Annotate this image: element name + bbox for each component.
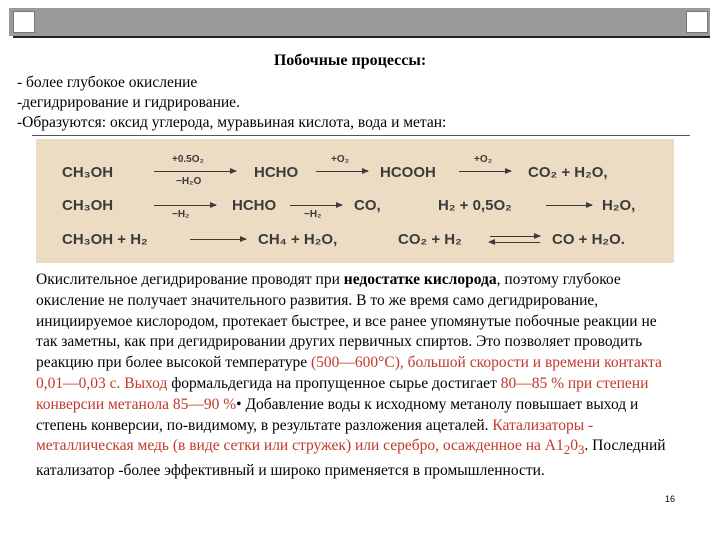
- text-run: • Добавление воды к исходному метанолу повышает выход и степень конверсии, по-видимому, в результате разложения ацеталей.: [36, 395, 639, 434]
- equilibrium-arrow-reverse: [490, 242, 540, 243]
- reactant: H₂ + 0,5O₂: [438, 197, 512, 214]
- text-run-highlight: 0,01—0,03 с. Выход: [36, 374, 168, 392]
- reactant: CH₃OH: [62, 197, 114, 214]
- reaction-arrow: [316, 171, 368, 172]
- reactant: CH₃OH: [62, 164, 114, 181]
- corner-square-left: [13, 11, 35, 33]
- product: HCHO: [232, 197, 277, 214]
- reaction-arrow: [154, 205, 216, 206]
- reaction-scheme-image: [36, 139, 674, 263]
- text-run-highlight: 0: [570, 437, 578, 455]
- equilibrium-arrowhead: [488, 239, 495, 245]
- text-run: формальдегида на пропущенное сырье достигает: [167, 374, 501, 392]
- text-run: . Последний катализатор -более эффективный и широко применяется в промышленности.: [36, 437, 666, 480]
- text-run-highlight: 3: [577, 442, 585, 458]
- reaction-arrow: [190, 239, 246, 240]
- equilibrium-arrow-forward: [490, 236, 540, 237]
- reaction-arrow: [546, 205, 592, 206]
- text-run: , поэтому глубокое окисление не получает значительного развития. В то же время само дегидрирование, инициируемое кислородом, протекает быстрее, и все ранее упомянутые побочные реакции не так заметны, как при дегидрировании других первичных спиртов. Это позволяет проводить реакцию при более высокой температуре: [36, 271, 657, 372]
- text-run-bold: недостатке кислорода: [343, 271, 497, 288]
- bullet-item: -Образуются: оксид углерода, муравьиная кислота, вода и метан:: [17, 114, 447, 131]
- header-rule: [13, 36, 710, 38]
- product: HCOOH: [380, 164, 436, 181]
- text-run-highlight: 80—85 % при степени конверсии метанола 85—90 %: [36, 374, 649, 413]
- slide-title: Побочные процессы:: [273, 52, 427, 69]
- bullet-list: [17, 73, 446, 133]
- body-paragraph: [36, 270, 666, 482]
- product: CH₄ + H₂O,: [258, 231, 338, 248]
- separator-line: [32, 135, 690, 136]
- title-bar: [9, 8, 710, 36]
- product: CO,: [354, 197, 381, 214]
- product: HCHO: [254, 164, 299, 181]
- text-run-highlight: (500—600°С), большой скорости и времени контакта: [311, 354, 662, 372]
- reaction-arrow: [290, 205, 342, 206]
- reaction-arrow: [459, 171, 511, 172]
- product: CO₂ + H₂O,: [528, 164, 608, 181]
- arrow-label: −H₂: [304, 209, 322, 220]
- arrow-label: +0.5O₂: [172, 154, 204, 165]
- arrow-label: +O₂: [474, 154, 493, 165]
- page-number: 16: [665, 494, 676, 504]
- text-run-highlight: 2: [563, 442, 571, 458]
- bullet-item: - более глубокое окисление: [17, 74, 198, 91]
- product: H₂O,: [602, 197, 636, 214]
- arrow-label: −H₂: [172, 209, 190, 220]
- arrow-label: +O₂: [331, 154, 350, 165]
- product: CO + H₂O.: [552, 231, 625, 248]
- reactant: CH₃OH + H₂: [62, 231, 148, 248]
- text-run: Окислительное дегидрирование проводят при: [36, 271, 344, 288]
- text-run-highlight: Катализаторы - металлическая медь (в виде сетки или стружек) или серебро, осажденное на А1: [36, 416, 594, 455]
- arrow-label: −H₂O: [176, 176, 202, 187]
- bullet-item: -дегидрирование и гидрирование.: [17, 94, 240, 111]
- reaction-arrow: [154, 171, 236, 172]
- corner-square-right: [686, 11, 708, 33]
- reactant: CO₂ + H₂: [398, 231, 462, 248]
